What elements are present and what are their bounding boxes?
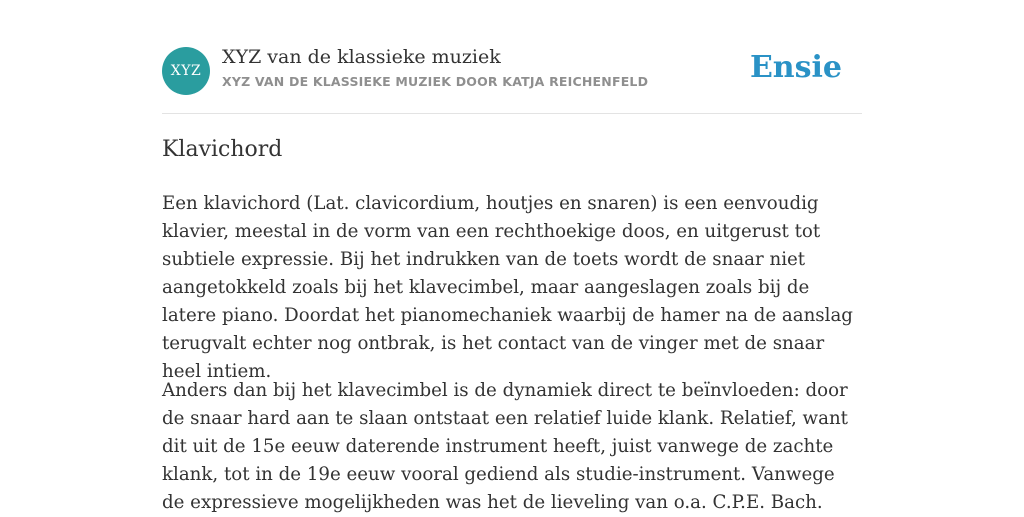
source-subtitle: XYZ VAN DE KLASSIEKE MUZIEK DOOR KATJA REICHENFELD xyxy=(222,74,649,89)
page-content xyxy=(162,0,862,513)
ensie-logo-link[interactable]: Ensie xyxy=(749,50,842,85)
article-paragraph-2: Anders dan bij het klavecimbel is de dynamiek direct te beïnvloeden: door de snaar hard aan te slaan ontstaat een relatief luide klank. Relatief, want dit uit de 15e eeuw daterende instrument heeft, juist vanwege de zachte klank, tot in de 19e eeuw vooral gediend als studie-instrument. Vanwege de expressieve mogelijkheden was het de lieveling van o.a. C.P.E. Bach. xyxy=(162,380,848,513)
article-title: Klavichord xyxy=(162,137,283,162)
source-title-link[interactable]: XYZ van de klassieke muziek xyxy=(222,46,501,68)
author-avatar[interactable]: XYZ xyxy=(162,47,210,95)
page-header xyxy=(162,0,862,114)
article-paragraph-1: Een klavichord (Lat. clavicordium, houtjes en snaren) is een eenvoudig klavier, meestal in de vorm van een rechthoekige doos, en uitgerust tot subtiele expressie. Bij het indrukken van de toets wordt de snaar niet aangetokkeld zoals bij het klavecimbel, maar aangeslagen zoals bij de latere piano. Doordat het pianomechaniek waarbij de hamer na de aanslag terugvalt echter nog ontbrak, is het contact van de vinger met de snaar heel intiem. xyxy=(162,193,853,382)
